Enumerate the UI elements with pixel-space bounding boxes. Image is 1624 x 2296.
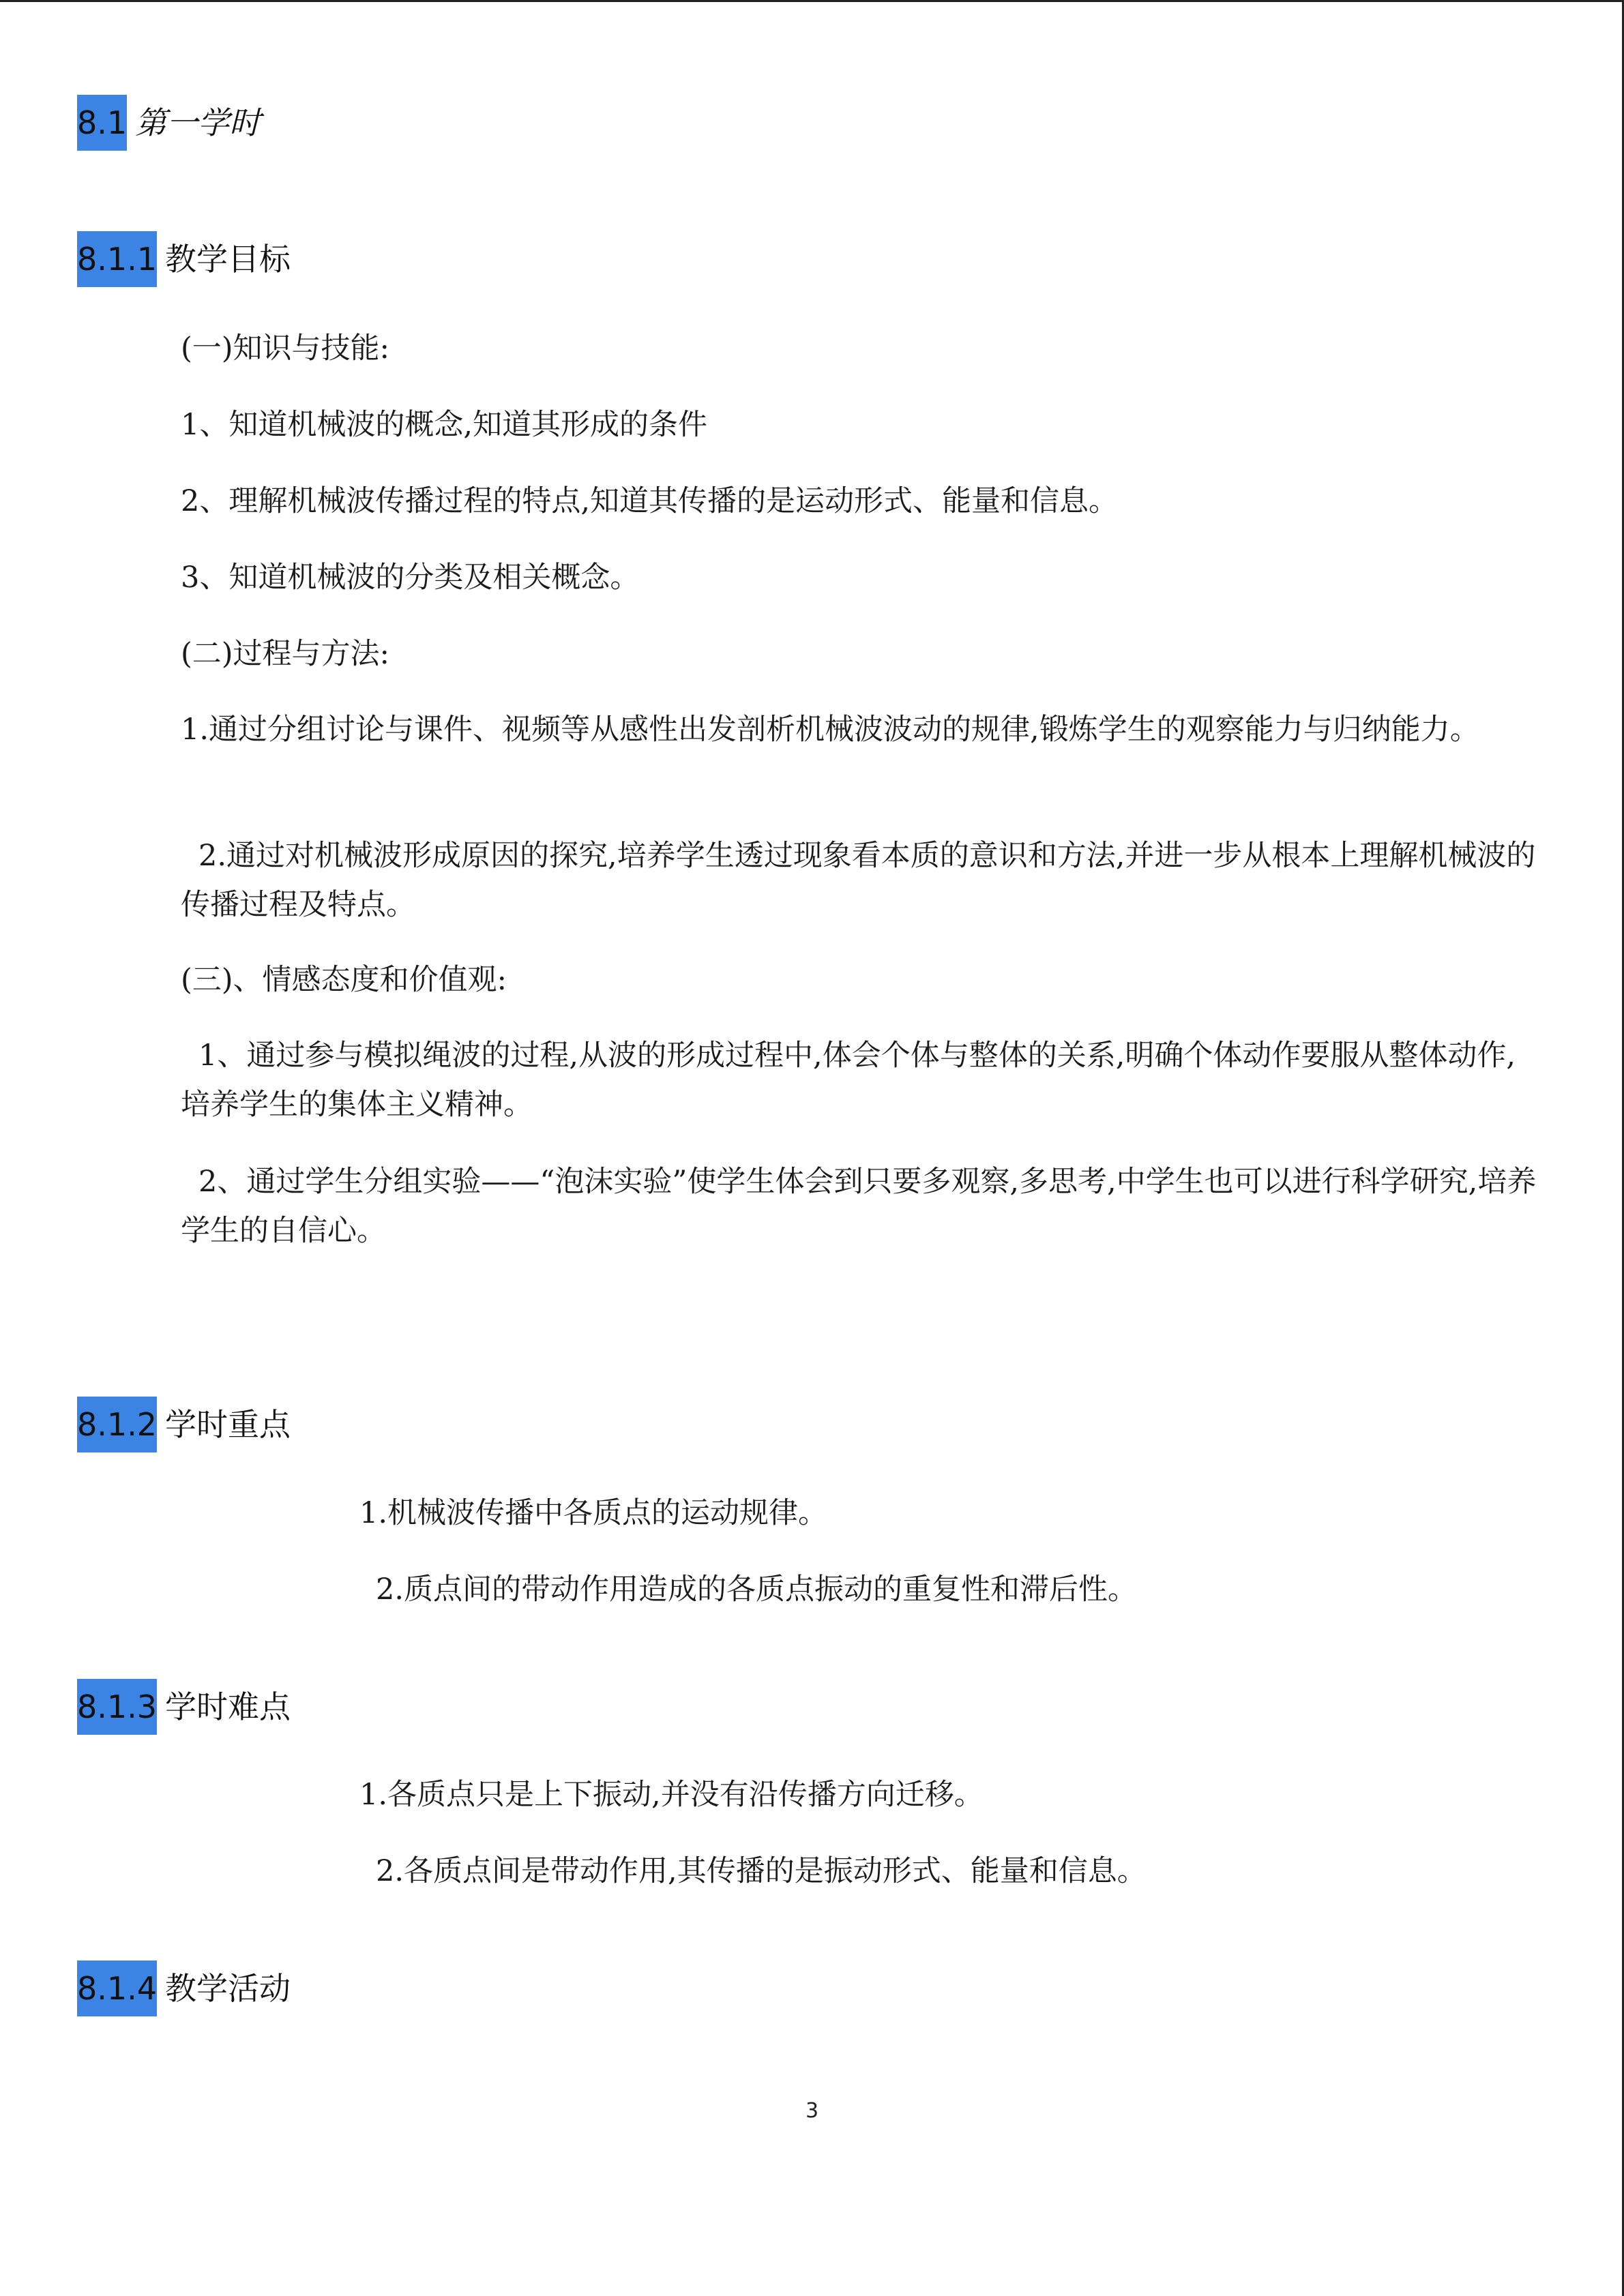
- process-item-2: 2.通过对机械波形成原因的探究,培养学生透过现象看本质的意识和方法,并进一步从根本上理解机械波的传播过程及特点。: [181, 839, 1536, 922]
- process-heading: (二)过程与方法:: [181, 637, 390, 671]
- difficulties-title: 学时难点: [165, 1688, 291, 1725]
- emotion-heading: (三)、情感态度和价值观:: [181, 963, 507, 997]
- knowledge-item-2: 2、理解机械波传播过程的特点,知道其传播的是运动形式、能量和信息。: [181, 484, 1119, 518]
- objectives-number: 8.1.1: [77, 231, 157, 287]
- key-point-item-1: 1.机械波传播中各质点的运动规律。: [359, 1496, 828, 1530]
- difficulties-number: 8.1.3: [77, 1679, 157, 1735]
- knowledge-item-3: 3、知道机械波的分类及相关概念。: [181, 561, 640, 595]
- key-points-number: 8.1.2: [77, 1397, 157, 1452]
- key-points-title: 学时重点: [165, 1406, 291, 1443]
- objectives-heading: [77, 231, 291, 287]
- knowledge-item-1: 1、知道机械波的概念,知道其形成的条件: [181, 408, 708, 442]
- activities-heading: [77, 1960, 291, 2016]
- section-heading: [77, 95, 261, 151]
- objectives-title: 教学目标: [165, 241, 291, 278]
- section-title: 第一学时: [135, 104, 261, 141]
- difficulty-item-2: 2.各质点间是带动作用,其传播的是振动形式、能量和信息。: [376, 1854, 1147, 1888]
- difficulties-heading: [77, 1679, 291, 1735]
- activities-title: 教学活动: [165, 1970, 291, 2007]
- page-number: 3: [805, 2099, 819, 2123]
- activities-number: 8.1.4: [77, 1960, 157, 2016]
- knowledge-heading: (一)知识与技能:: [181, 331, 390, 366]
- process-item-1: 1.通过分组讨论与课件、视频等从感性出发剖析机械波波动的规律,锻炼学生的观察能力与归纳能力。: [181, 713, 1479, 747]
- difficulty-item-1: 1.各质点只是上下振动,并没有沿传播方向迁移。: [359, 1778, 984, 1812]
- key-points-heading: [77, 1397, 291, 1452]
- emotion-item-2: 2、通过学生分组实验——“泡沫实验”使学生体会到只要多观察,多思考,中学生也可以进行科学研究,培养学生的自信心。: [181, 1165, 1537, 1248]
- section-number: 8.1: [77, 95, 127, 151]
- key-point-item-2: 2.质点间的带动作用造成的各质点振动的重复性和滞后性。: [376, 1572, 1138, 1607]
- emotion-item-1: 1、通过参与模拟绳波的过程,从波的形成过程中,体会个体与整体的关系,明确个体动作要服从整体动作,培养学生的集体主义精神。: [181, 1039, 1516, 1122]
